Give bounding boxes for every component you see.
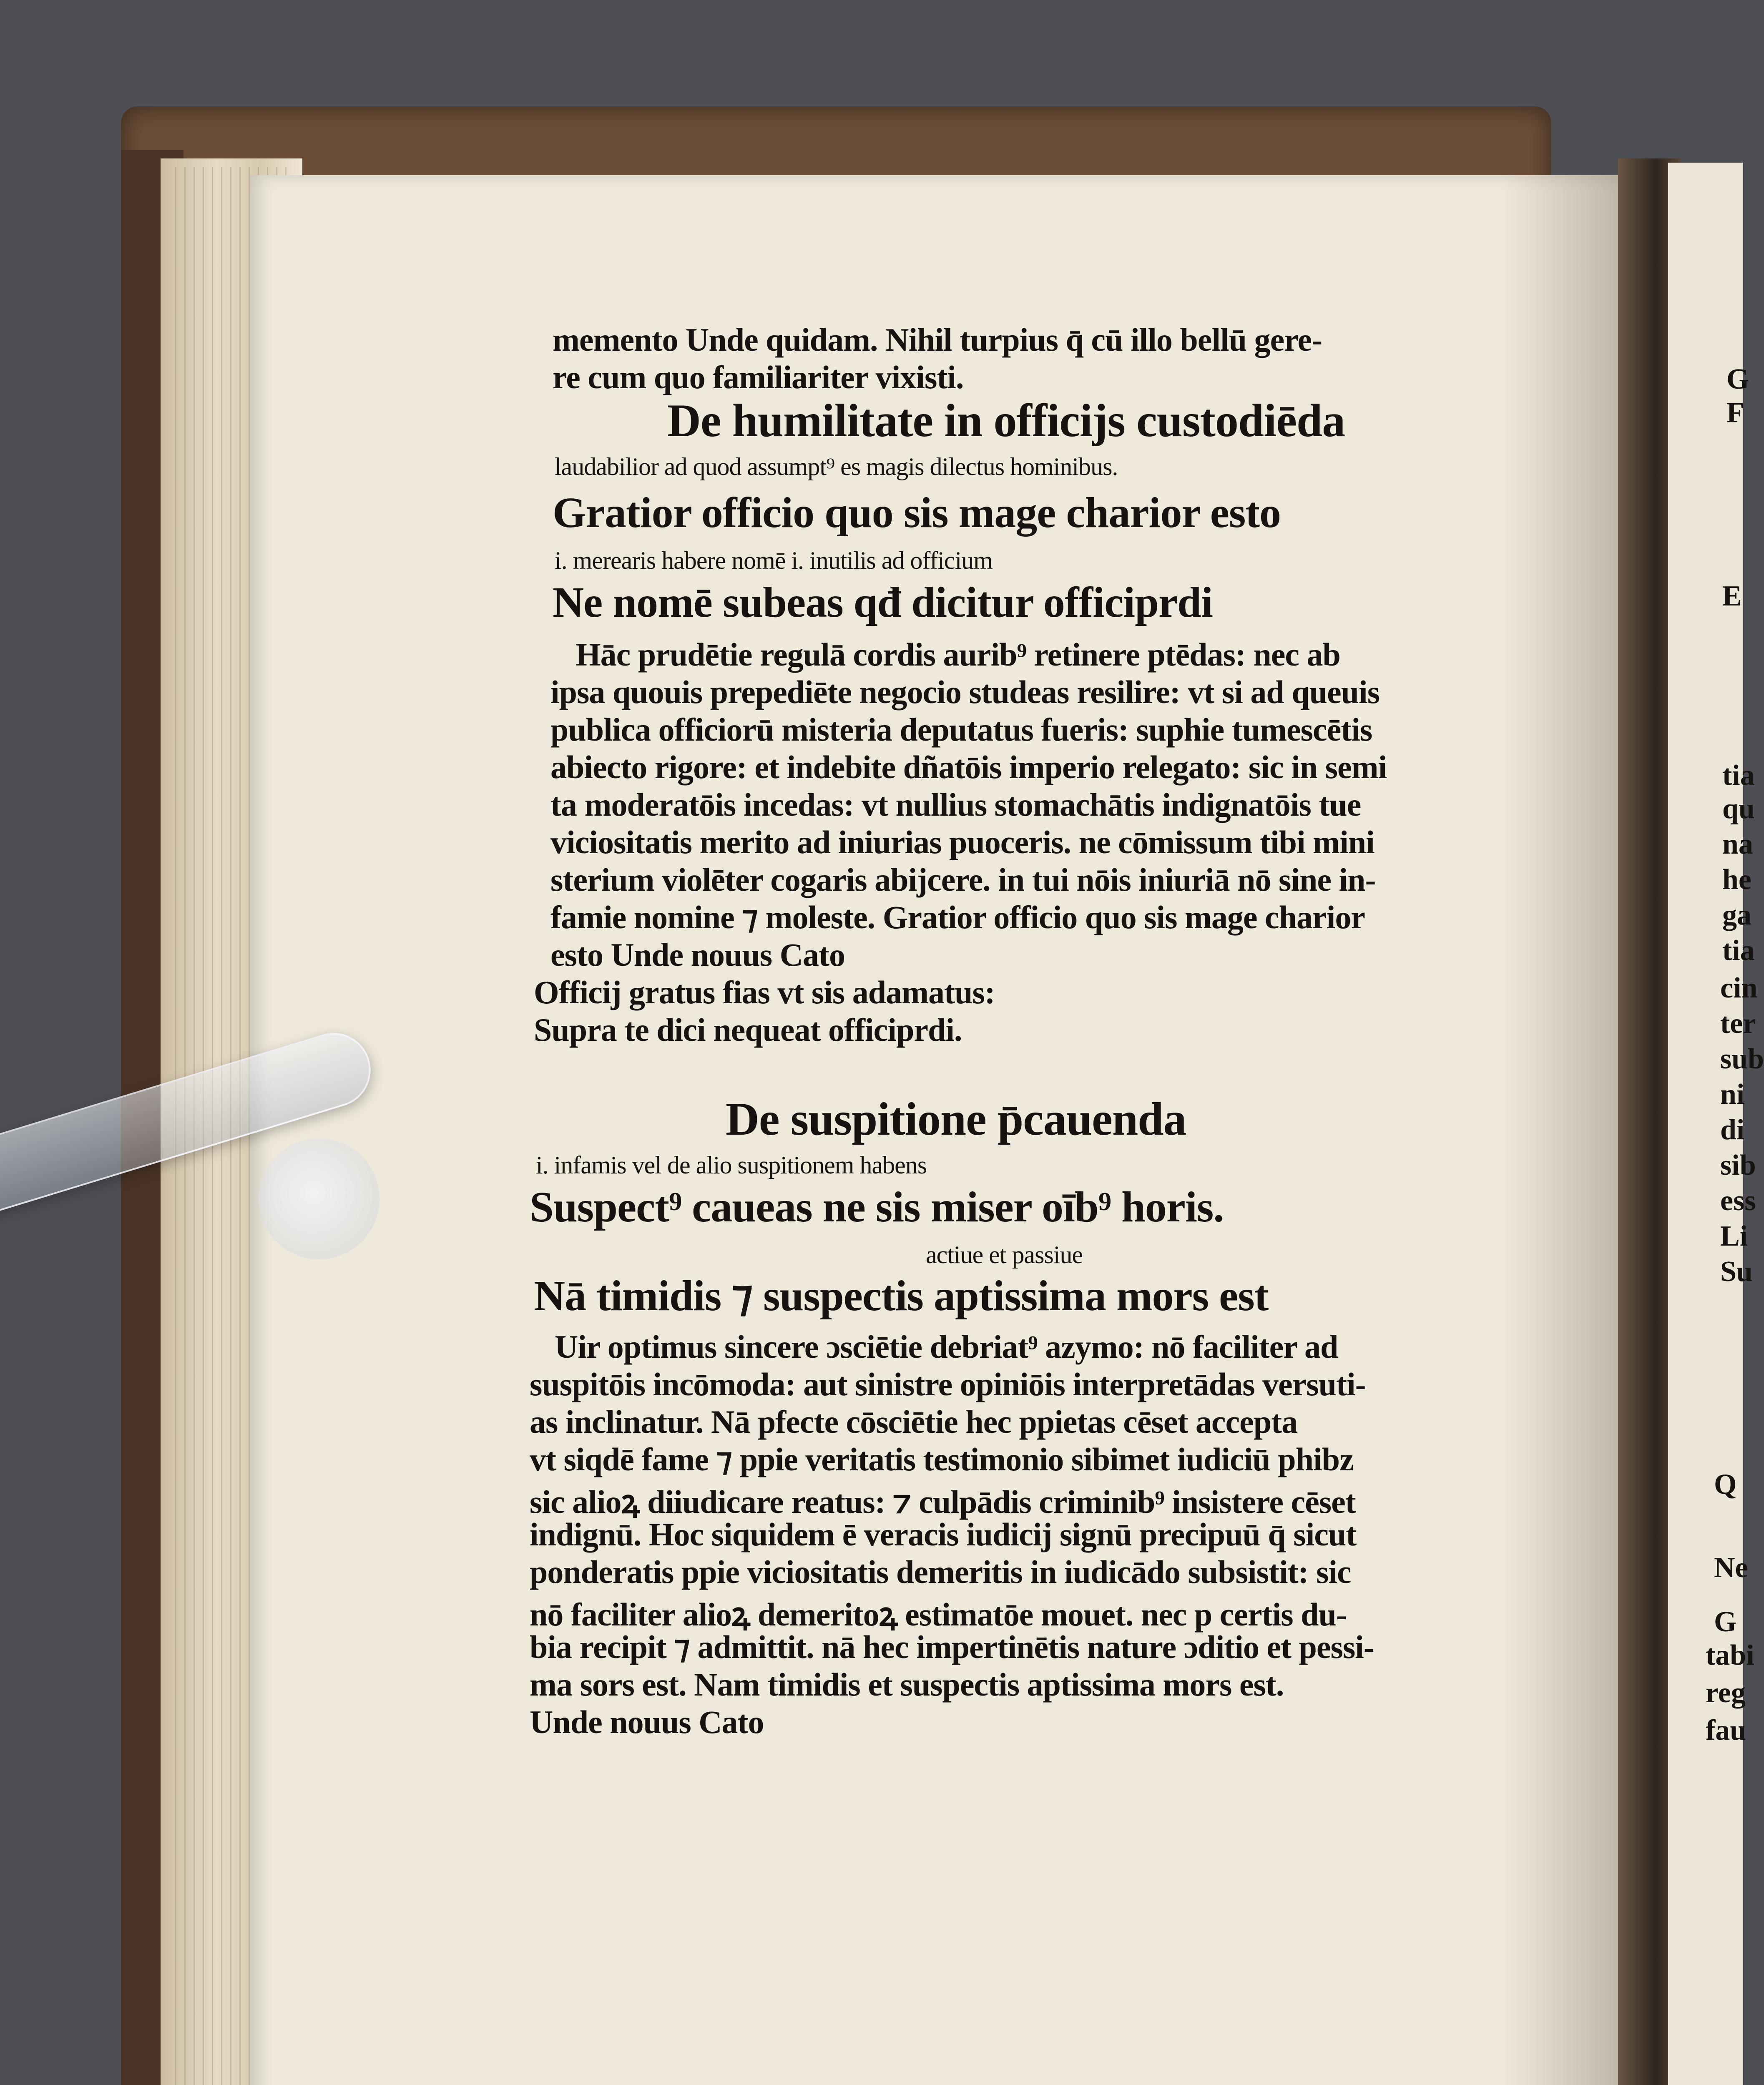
text-line-7: Hāc prudētie regulā cordis aurib⁹ retinere ptēdas: nec ab <box>575 636 1340 673</box>
text-line-3: laudabilior ad quod assumpt⁹ es magis dilectus hominibus. <box>555 453 1118 480</box>
text-line-8: ipsa quouis prepediēte negocio studeas resilire: vt si ad queuis <box>550 674 1380 710</box>
text-line-9: publica officiorū misteria deputatus fueris: suphie tumescētis <box>550 711 1372 748</box>
right-fragment-17: Su <box>1720 1256 1753 1288</box>
right-fragment-22: reg <box>1706 1677 1746 1709</box>
right-fragment-16: Li <box>1720 1220 1748 1252</box>
right-fragment-11: sub <box>1720 1043 1764 1075</box>
right-fragment-8: tia <box>1722 934 1755 967</box>
right-fragment-21: tabi <box>1706 1639 1754 1671</box>
right-fragment-23: fau <box>1706 1714 1746 1746</box>
glass-ruler-tip <box>259 1138 379 1259</box>
text-line-17: Supra te dici nequeat officiprdi. <box>534 1012 962 1048</box>
right-fragment-18: Q <box>1714 1468 1737 1500</box>
text-line-26: vt siqdē fame ⁊ ppie veritatis testimonio sibimet iudiciū phibz <box>530 1441 1354 1477</box>
right-fragment-4: qu <box>1722 793 1755 825</box>
right-fragment-3: tia <box>1722 759 1755 791</box>
text-line-14: famie nomine ⁊ moleste. Gratior officio quo sis mage charior <box>550 899 1365 935</box>
right-fragment-1: F <box>1726 397 1744 429</box>
text-line-20: Suspect⁹ caueas ne sis miser oīb⁹ horis. <box>530 1183 1224 1231</box>
right-fragment-2: E <box>1722 580 1742 612</box>
text-line-29: ponderatis ppie viciositatis demeritis in iudicādo subsistit: sic <box>530 1554 1351 1590</box>
right-fragment-14: sib <box>1720 1149 1756 1181</box>
text-line-32: ma sors est. Nam timidis et suspectis aptissima mors est. <box>530 1666 1284 1703</box>
text-line-23: Uir optimus sincere ɔsciētie debriat⁹ azymo: nō faciliter ad <box>555 1329 1338 1365</box>
text-line-5: i. merearis habere nomē i. inutilis ad officium <box>555 547 993 574</box>
right-fragment-9: cin <box>1720 972 1758 1004</box>
text-line-28: indignū. Hoc siquidem ē veracis iudicij signū precipuū q̄ sicut <box>530 1516 1357 1552</box>
text-line-4: Gratior officio quo sis mage charior esto <box>553 489 1281 537</box>
text-line-21: actiue et passiue <box>926 1241 1083 1269</box>
right-fragment-12: ni <box>1720 1078 1745 1110</box>
right-fragment-7: ga <box>1722 899 1751 931</box>
text-line-27: sic alioꝝ diiudicare reatus: ⁊ culpādis criminib⁹ insistere cēset <box>530 1484 1356 1520</box>
text-line-19: i. infamis vel de alio suspitionem habens <box>536 1151 927 1179</box>
right-fragment-10: ter <box>1720 1007 1756 1040</box>
text-line-15: esto Unde nouus Cato <box>550 937 845 973</box>
right-fragment-20: G <box>1714 1606 1737 1638</box>
right-fragment-0: G <box>1726 363 1749 395</box>
text-line-13: sterium violēter cogaris abijcere. in tui nōis iniuriā nō sine in- <box>550 862 1376 898</box>
text-line-12: viciositatis merito ad iniurias puoceris. ne cōmissum tibi mini <box>550 824 1375 860</box>
right-fragment-6: he <box>1722 864 1751 896</box>
right-fragment-5: na <box>1722 828 1753 860</box>
text-line-30: nō faciliter alioꝝ demeritoꝝ estimatōe mouet. nec p certis du- <box>530 1596 1347 1633</box>
text-line-24: suspitōis incōmoda: aut sinistre opiniōis interpretādas versuti- <box>530 1366 1366 1402</box>
text-line-22: Nā timidis ⁊ suspectis aptissima mors est <box>534 1272 1269 1320</box>
text-line-16: Officij gratus fias vt sis adamatus: <box>534 974 995 1010</box>
text-line-10: abiecto rigore: et indebite dñatōis imperio relegato: sic in semi <box>550 749 1387 785</box>
text-line-18: De suspitione p̄cauenda <box>726 1093 1186 1145</box>
left-page-gutter-shade <box>1501 175 1635 2085</box>
text-line-11: ta moderatōis incedas: vt nullius stomachātis indignatōis tue <box>550 786 1361 823</box>
right-fragment-15: ess <box>1720 1185 1756 1217</box>
right-fragment-19: Ne <box>1714 1552 1748 1584</box>
text-line-0: memento Unde quidam. Nihil turpius q̄ cū illo bellū gere- <box>553 322 1322 358</box>
text-line-6: Ne nomē subeas qđ dicitur officiprdi <box>553 578 1213 626</box>
text-line-33: Unde nouus Cato <box>530 1704 764 1740</box>
text-line-31: bia recipit ⁊ admittit. nā hec impertinētis nature ɔditio et pessi- <box>530 1629 1374 1665</box>
text-line-2: De humilitate in officijs custodiēda <box>667 395 1345 447</box>
text-line-25: as inclinatur. Nā pfecte cōsciētie hec ppietas cēset accepta <box>530 1404 1298 1440</box>
text-line-1: re cum quo familiariter vixisti. <box>553 359 964 395</box>
right-fragment-13: di <box>1720 1114 1745 1146</box>
